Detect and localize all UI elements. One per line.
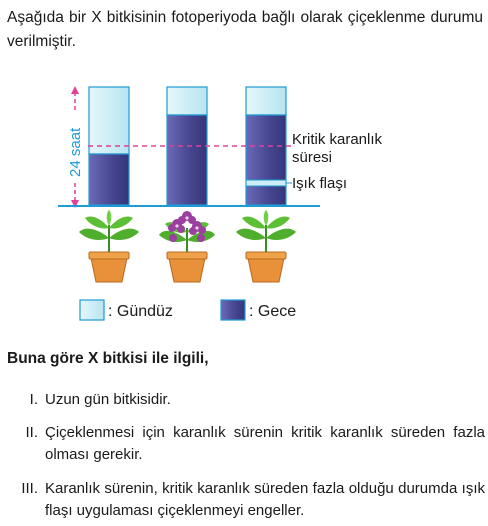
plant-3-icon <box>236 210 296 282</box>
column-3-night <box>246 115 286 205</box>
plant-2-flowering-icon <box>159 211 215 282</box>
legend-day-swatch <box>80 300 104 320</box>
column-1-night <box>89 154 129 205</box>
legend-night-swatch <box>221 300 245 320</box>
legend <box>80 300 296 320</box>
question-text: Buna göre X bitkisi ile ilgili, <box>7 350 209 367</box>
column-2-night <box>167 115 207 205</box>
column-2-day <box>167 87 207 115</box>
statement-3-text: Karanlık sürenin, kritik karanlık süreden fazla olduğu durumda ışık flaşı uygulaması çiçeklenmeyi engeller. <box>45 480 485 519</box>
statement-1-number: I. <box>29 391 38 408</box>
statement-2-number: II. <box>25 424 38 441</box>
light-flash-label: Işık flaşı <box>292 175 348 192</box>
plant-1-icon <box>79 210 139 282</box>
light-flash-band <box>246 180 286 186</box>
critical-label-line1: Kritik karanlık <box>292 131 383 148</box>
axis-24h <box>64 86 86 208</box>
axis-24h-label: 24 saat <box>67 127 84 177</box>
statement-1-text: Uzun gün bitkisidir. <box>45 391 171 408</box>
statement-2-text: Çiçeklenmesi için karanlık sürenin kritik karanlık süreden fazla olması gerekir. <box>45 424 485 463</box>
legend-night-label: : Gece <box>249 303 297 320</box>
intro-text: Aşağıda bir X bitkisinin fotoperiyoda bağlı olarak çiçeklenme durumu verilmiştir. <box>7 9 483 50</box>
column-1-day <box>89 87 129 154</box>
critical-label-line2: süresi <box>292 149 333 166</box>
statement-3-number: III. <box>21 480 38 497</box>
arrow-up-icon <box>71 86 79 94</box>
column-3-day <box>246 87 286 115</box>
legend-day-label: : Gündüz <box>108 303 173 320</box>
